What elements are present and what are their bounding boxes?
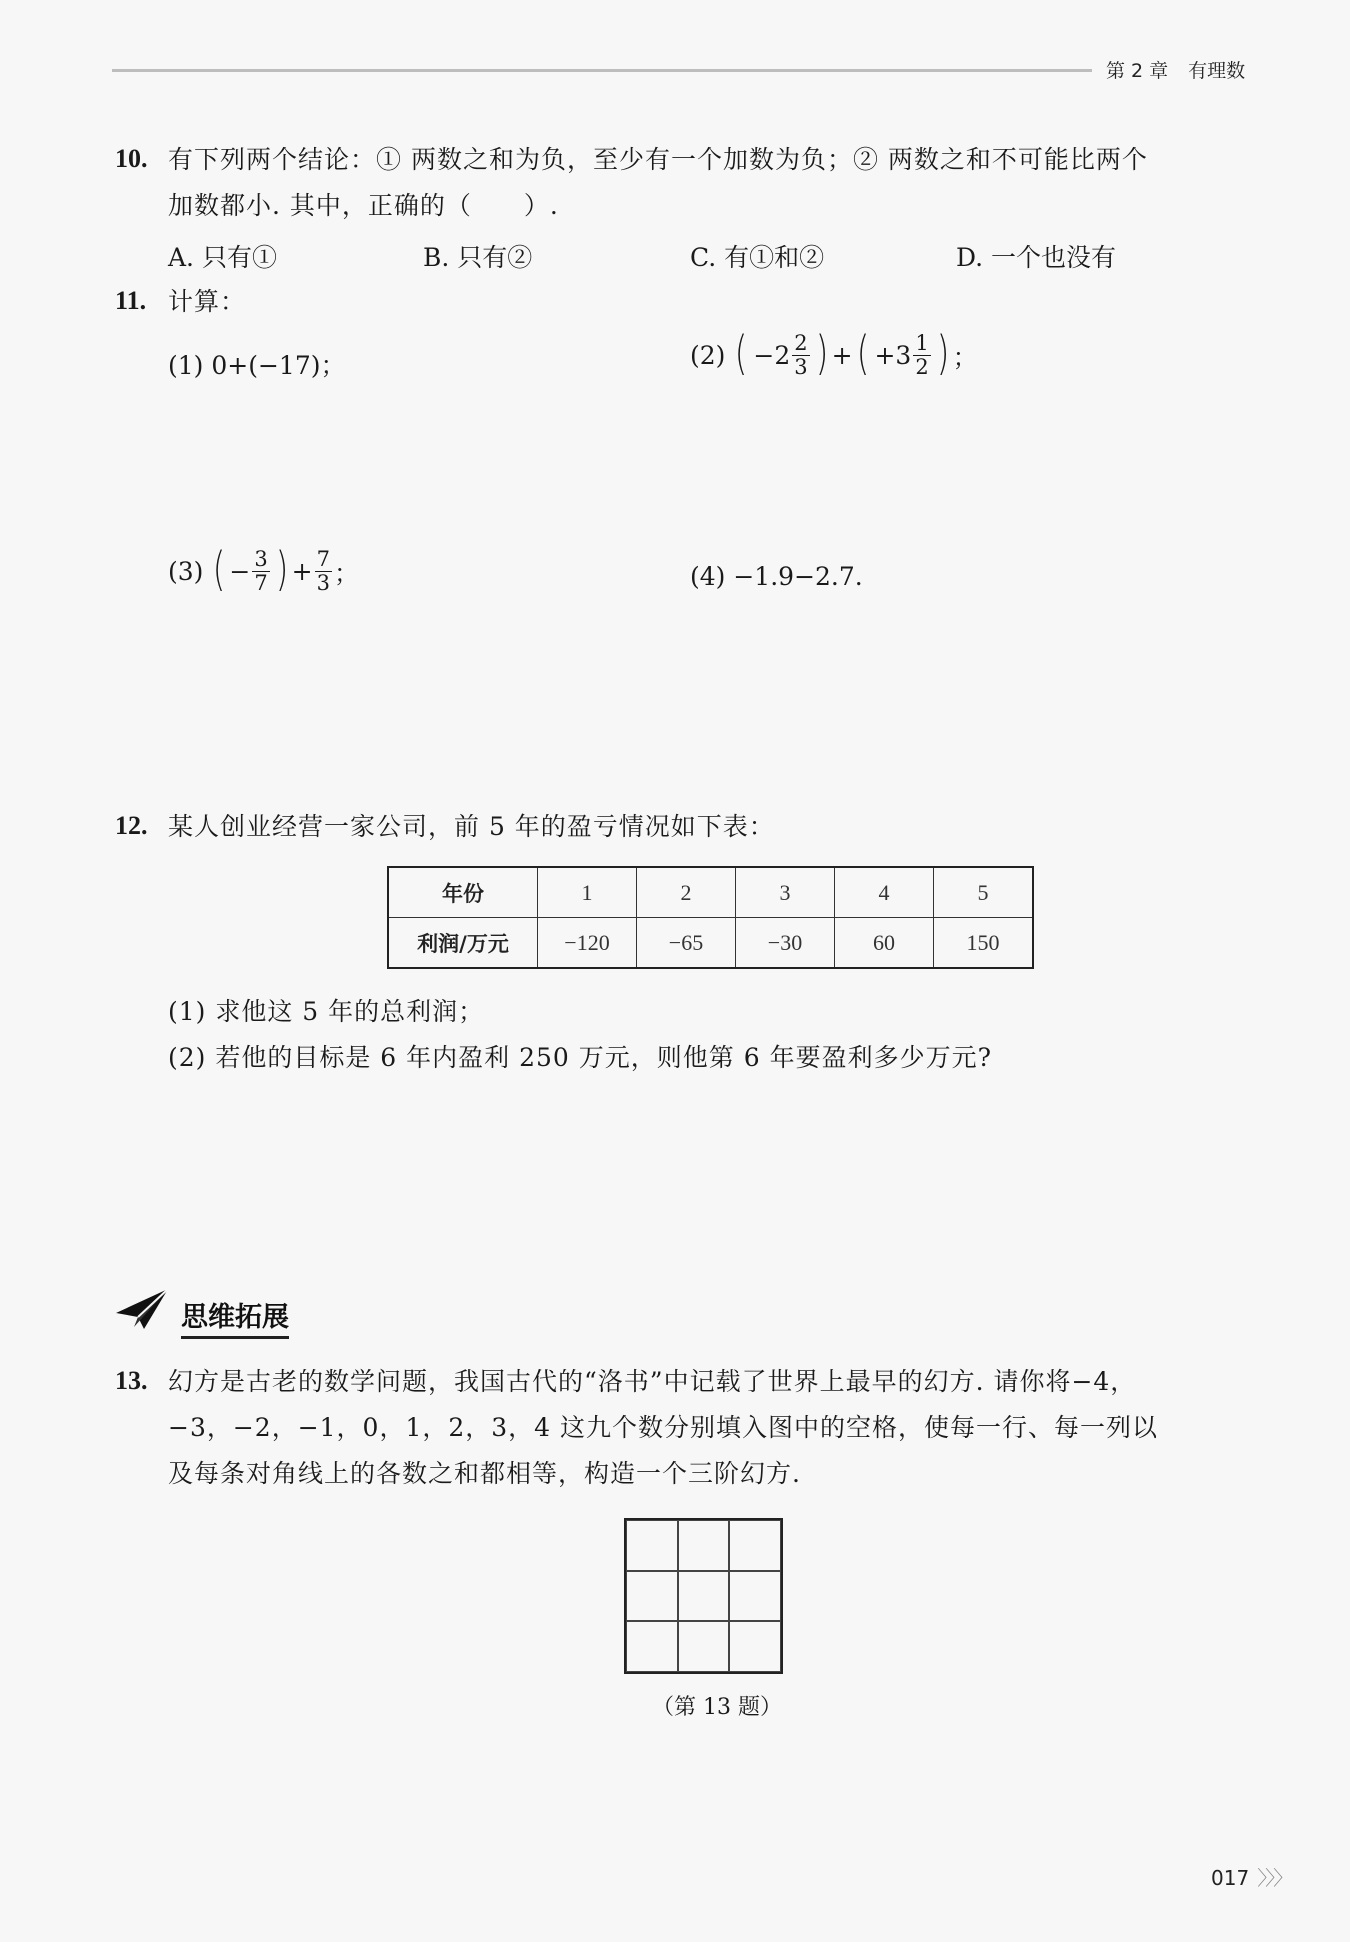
grid-cell: [626, 1520, 678, 1571]
fraction-denominator: 3: [316, 571, 330, 595]
q10-number: 10.: [115, 144, 148, 173]
q11-part2-operator: +: [831, 341, 853, 370]
grid-cell: [729, 1621, 781, 1672]
q10-option-d: D. 一个也没有: [956, 243, 1117, 272]
fraction-numerator: 2: [794, 331, 808, 355]
fraction-denominator: 7: [254, 571, 268, 595]
section-title: 思维拓展: [181, 1295, 289, 1339]
q13-number: 13.: [115, 1366, 148, 1395]
table-row-profits: [388, 918, 1033, 969]
q11-part4-expr: (4) −1.9−2.7.: [690, 562, 863, 591]
table-cell-year: 1: [538, 867, 637, 918]
table-header-profit: 利润/万元: [388, 918, 538, 969]
q11-part3-operator: +: [291, 557, 313, 586]
table-header-year: 年份: [388, 867, 538, 918]
header-rule: [112, 69, 1092, 72]
q11-part1-expr: (1) 0+(−17)；: [168, 351, 346, 380]
figure-caption: （第 13 题）: [652, 1695, 782, 1720]
table-cell-year: 3: [736, 867, 835, 918]
magic-square-grid: [624, 1518, 783, 1674]
profit-table: [387, 866, 1034, 969]
q11-part3-a-fraction: [252, 548, 269, 595]
fraction-denominator: 3: [794, 355, 808, 379]
q11-part3-b-fraction: [315, 548, 332, 595]
grid-cell: [678, 1520, 730, 1571]
table-cell-profit: 150: [934, 918, 1034, 969]
q11-part3-label: (3): [168, 557, 204, 586]
q13-line3: 及每条对角线上的各数之和都相等，构造一个三阶幻方.: [168, 1459, 801, 1488]
grid-cell: [678, 1621, 730, 1672]
table-cell-profit: −65: [637, 918, 736, 969]
q11-part3-end: ；: [333, 558, 359, 588]
q13-line1: 幻方是古老的数学问题，我国古代的“洛书”中记载了世界上最早的幻方. 请你将−4，: [168, 1367, 1137, 1396]
table-cell-profit: 60: [835, 918, 934, 969]
q11-part3: (3) ( − $\frac{3}{7}$ ) + $\frac{7}{3}$ ；: [168, 541, 359, 596]
q11-part2-label: (2): [690, 341, 726, 370]
chapter-label: 第 2 章: [1106, 60, 1169, 82]
q11-part2-b-fraction: [913, 332, 930, 379]
grid-cell: [678, 1571, 730, 1622]
table-row-years: [388, 867, 1033, 918]
paper-plane-icon: [114, 1287, 170, 1331]
fraction-denominator: 2: [915, 355, 929, 379]
q11-part2-a-fraction: [792, 332, 809, 379]
grid-cell: [729, 1571, 781, 1622]
q10-option-a: A. 只有①: [168, 243, 277, 272]
table-cell-profit: −120: [538, 918, 637, 969]
page-number-text: 017: [1211, 1866, 1250, 1890]
grid-cell: [626, 1621, 678, 1672]
grid-cell: [729, 1520, 781, 1571]
fraction-numerator: 3: [254, 547, 268, 571]
q11-number: 11.: [115, 286, 147, 315]
q10-line2: 加数都小. 其中，正确的（ ）.: [168, 191, 559, 220]
q11-part2-b-whole: +3: [874, 341, 912, 370]
fraction-numerator: 7: [316, 547, 330, 571]
page-header: [1106, 56, 1245, 83]
grid-cell: [626, 1571, 678, 1622]
q12-number: 12.: [115, 811, 148, 840]
q13-line2: −3，−2，−1，0，1，2，3，4 这九个数分别填入图中的空格，使每一行、每一列以: [168, 1413, 1159, 1442]
q12-sub2: (2) 若他的目标是 6 年内盈利 250 万元，则他第 6 年要盈利多少万元?: [168, 1043, 992, 1072]
q10-option-c: C. 有①和②: [690, 243, 825, 272]
q11-part1: [168, 346, 345, 382]
q11-part2: (2) ( −2 $\frac{2}{3}$ ) + ( +3 $\frac{1}{2}$ ) ；: [690, 325, 978, 380]
q11-part2-a-whole: −2: [753, 341, 791, 370]
chapter-title: 有理数: [1188, 60, 1246, 82]
q10-option-b: B. 只有②: [423, 243, 533, 272]
q12-sub1: (1) 求他这 5 年的总利润；: [168, 997, 485, 1026]
table-cell-year: 2: [637, 867, 736, 918]
q11-part2-end: ；: [952, 342, 978, 372]
fraction-numerator: 1: [915, 331, 929, 355]
q11-prompt: 计算：: [168, 287, 247, 316]
table-cell-year: 4: [835, 867, 934, 918]
table-cell-year: 5: [934, 867, 1034, 918]
q10-line1: 有下列两个结论：① 两数之和为负，至少有一个加数为负；② 两数之和不可能比两个: [168, 145, 1148, 174]
page-number: [1211, 1862, 1291, 1891]
q11-part3-a-sign: −: [229, 557, 251, 586]
q12-prompt: 某人创业经营一家公司，前 5 年的盈亏情况如下表：: [168, 812, 775, 841]
chevron-right-icon: 〉〉〉: [1257, 1866, 1292, 1890]
table-cell-profit: −30: [736, 918, 835, 969]
q11-part4: [690, 562, 863, 591]
